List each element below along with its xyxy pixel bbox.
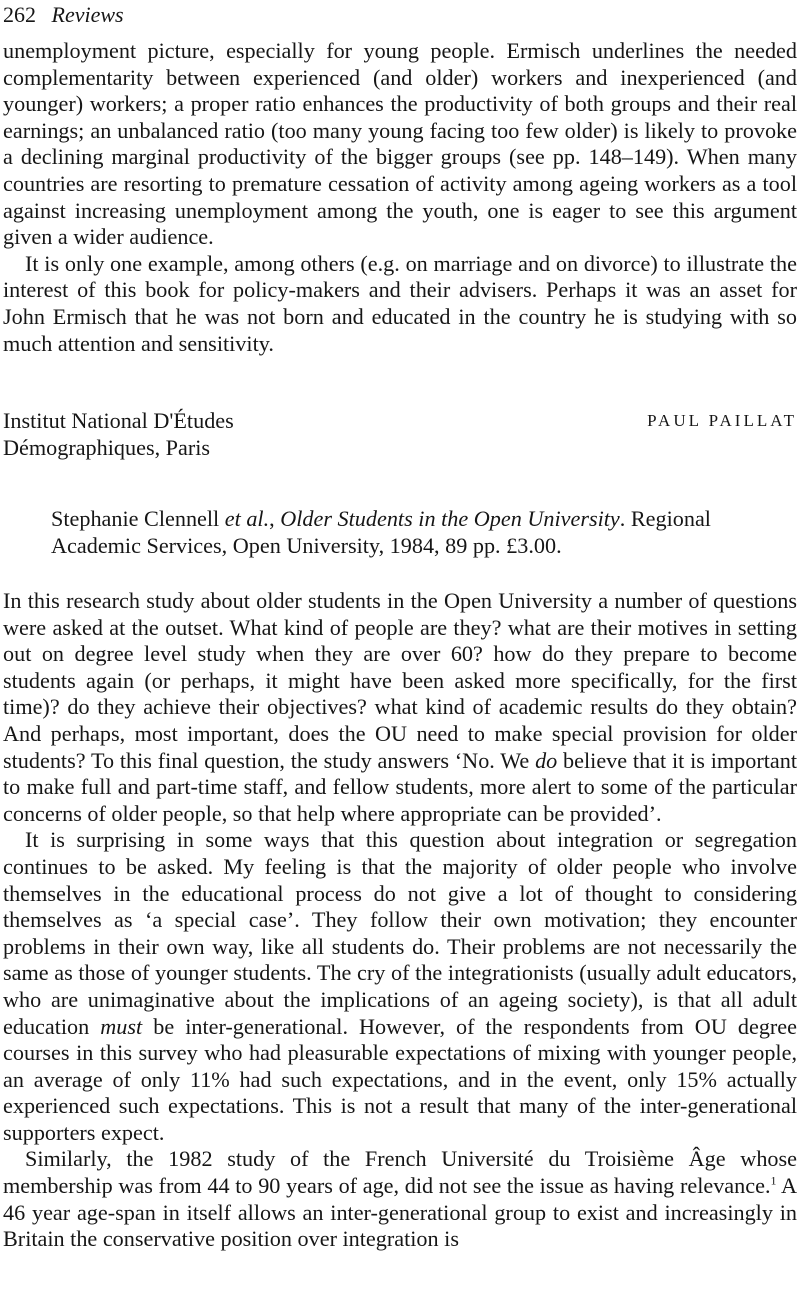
footnote-marker: 1 — [770, 1173, 777, 1188]
text-run: In this research study about older students in the Open University a number of questions were asked at the outset. What kind of people are they? what are their motives in setting out on degree level study when they are over 60? how do they prepare to become students again (or perhaps, it might have been asked more specifically, for the first time)? do they achieve their objectives? what kind of academic results do they obtain? And perhaps, most important, does the OU need to make special provision for older students? To this final question, the study answers ‘No. We — [3, 588, 797, 773]
affiliation-line: Institut National D'Études — [3, 408, 234, 433]
emphasis: must — [100, 1013, 143, 1039]
affiliation-line: Démographiques, Paris — [3, 434, 211, 460]
text-run: Similarly, the 1982 study of the French Université du Troisième Âge whose membership was from 44 to 90 years of age, did not see the issue as having relevance. — [3, 1146, 797, 1199]
emphasis: do — [535, 747, 558, 773]
citation-title: Older Students in the Open University — [280, 506, 620, 531]
citation-etal: et al. — [224, 506, 270, 531]
citation-comma: , — [269, 506, 275, 531]
review-body — [3, 588, 797, 1253]
paragraph — [3, 827, 797, 1146]
reviewer-name: PAUL PAILLAT — [647, 411, 797, 430]
paragraph: It is only one example, among others (e.g. on marriage and on divorce) to illustrate the interest of this book for policy-makers and their advisers. Perhaps it was an asset for John Ermisch that he was not born and educated in the country he is studying with so much attention and sensitivity. — [3, 250, 797, 356]
text-run: be inter-generational. However, of the respondents from OU degree courses in this survey who had pleasurable expectations of mixing with younger people, an average of only 11% had such expectations, and in the event, only 15% actually experienced such expectations. This is not a result that many of the inter-generational supporters expect. — [3, 1013, 797, 1145]
book-citation — [51, 506, 771, 559]
citation-authors: Stephanie Clennell — [51, 506, 220, 531]
paragraph — [3, 1146, 797, 1252]
paragraph — [3, 588, 797, 827]
text-run: It is surprising in some ways that this question about integration or segregation continues to be asked. My feeling is that the majority of older people who involve themselves in the educational process do not give a lot of thought to considering themselves as ‘a special case’. They follow their own motivation; they encounter problems in their own way, like all students do. Their problems are not necessarily the same as those of younger students. The cry of the integrationists (usually adult educators, who are unimaginative about the implications of an ageing society), is that all adult education — [3, 827, 797, 1039]
paragraph: unemployment picture, especially for young people. Ermisch underlines the needed complementarity between experienced (and older) workers and inexperienced (and younger) workers; a proper ratio enhances the productivity of both groups and their real earnings; an unbalanced ratio (too many young facing too few older) is likely to provoke a declining marginal productivity of the bigger groups (see pp. 148–149). When many countries are resorting to premature cessation of activity among ageing workers as a tool against increasing unemployment among the youth, one is eager to see this argument given a wider audience. — [3, 38, 797, 250]
page-number: 262 — [3, 2, 36, 27]
running-title: Reviews — [51, 2, 124, 27]
previous-review-text — [3, 38, 797, 357]
reviewer-signature — [3, 408, 797, 461]
text-run: A 46 year age-span in itself allows an inter-generational group to exist and increasingly in Britain the conservative position over integration is — [3, 1173, 797, 1252]
running-head — [3, 2, 124, 28]
citation-details: . Regional Academic Services, Open University, 1984, 89 pp. £3.00. — [51, 506, 711, 558]
text-run: believe that it is important to make full and part-time staff, and fellow students, more alert to some of the particular concerns of older people, so that help where appropriate can be provided’. — [3, 747, 797, 826]
